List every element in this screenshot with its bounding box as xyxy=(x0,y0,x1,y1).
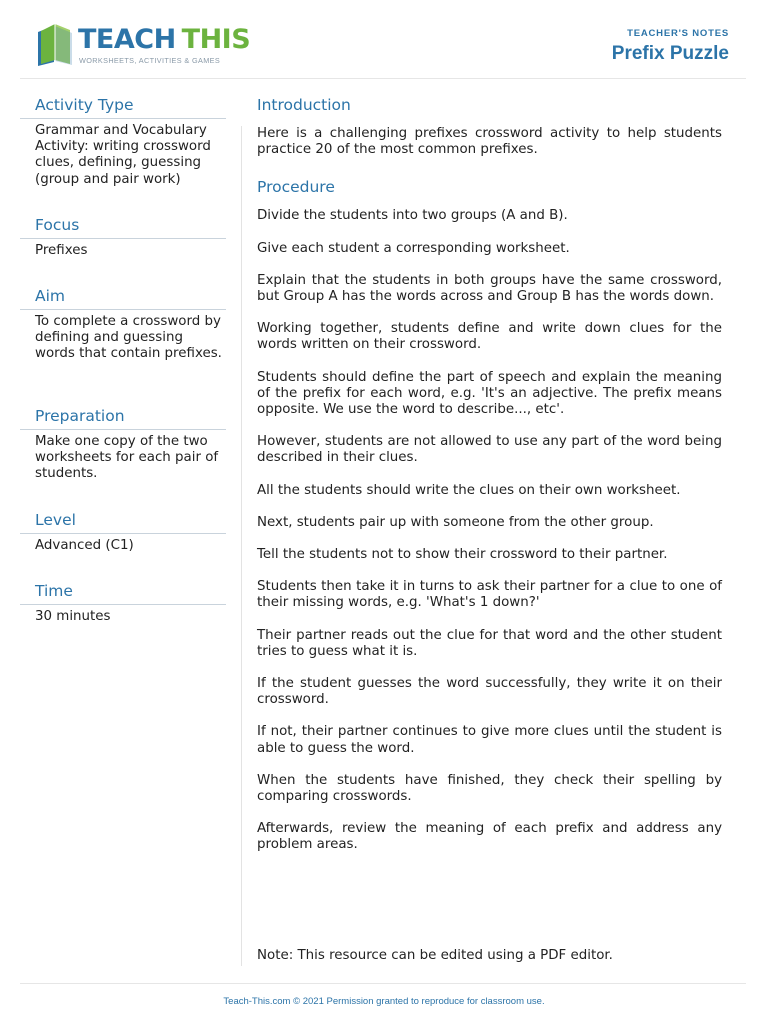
logo-word-this: THIS xyxy=(181,24,251,55)
teachers-notes-label: TEACHER'S NOTES xyxy=(627,28,729,39)
procedure-step: All the students should write the clues on their own worksheet. xyxy=(257,482,681,498)
procedure-step: If the student guesses the word successfully, they write it on their crossword. xyxy=(257,676,722,708)
sidebar-heading: Preparation xyxy=(20,403,226,430)
copyright-footer[interactable]: Teach-This.com © 2021 Permission granted to reproduce for classroom use. xyxy=(223,996,545,1007)
column-divider xyxy=(241,126,242,966)
sidebar-section-focus xyxy=(20,212,226,283)
sidebar-heading: Activity Type xyxy=(20,92,226,119)
procedure-step: Their partner reads out the clue for that word and the other student tries to guess what it is. xyxy=(257,627,722,659)
procedure-step: Give each student a corresponding worksheet. xyxy=(257,240,570,256)
procedure-step: Tell the students not to show their crossword to their partner. xyxy=(257,547,668,563)
procedure-step: Next, students pair up with someone from the other group. xyxy=(257,514,654,530)
sidebar xyxy=(20,92,226,649)
procedure-step: When the students have finished, they check their spelling by comparing crosswords. xyxy=(257,772,722,805)
procedure-step: Working together, students define and write down clues for the words written on their crossword. xyxy=(257,321,722,353)
sidebar-text: Prefixes xyxy=(35,243,88,258)
sidebar-heading: Focus xyxy=(20,212,226,239)
procedure-step: If not, their partner continues to give more clues until the student is able to guess the word. xyxy=(257,724,722,756)
open-book-icon xyxy=(36,22,74,66)
sidebar-text: Grammar and Vocabulary Activity: writing crossword clues, defining, guessing (group and pair work) xyxy=(35,123,211,187)
procedure-heading: Procedure xyxy=(257,178,335,197)
pdf-editor-note: Note: This resource can be edited using a PDF editor. xyxy=(257,948,613,963)
sidebar-heading: Aim xyxy=(20,283,226,310)
logo-word-teach: TEACH xyxy=(78,24,176,55)
sidebar-text: Make one copy of the two worksheets for each pair of students. xyxy=(35,434,219,482)
procedure-step: Afterwards, review the meaning of each prefix and address any problem areas. xyxy=(257,821,722,853)
procedure-steps xyxy=(257,208,722,853)
sidebar-section-preparation xyxy=(20,403,226,507)
logo-tagline: WORKSHEETS, ACTIVITIES & GAMES xyxy=(79,56,221,65)
sidebar-heading: Level xyxy=(20,507,226,534)
procedure-step: Students should define the part of speech and explain the meaning of the prefix for each word, e.g. 'It's an adjective. The prefix means opposite. We use the word to describe..., etc'. xyxy=(257,369,722,418)
sidebar-section-time xyxy=(20,578,226,649)
introduction-heading: Introduction xyxy=(257,96,351,114)
sidebar-section-activity-type xyxy=(20,92,226,212)
page-title: Prefix Puzzle xyxy=(611,43,729,64)
sidebar-section-aim xyxy=(20,283,226,403)
sidebar-text: Advanced (C1) xyxy=(35,538,134,553)
sidebar-section-level xyxy=(20,507,226,578)
procedure-step: Explain that the students in both groups have the same crossword, but Group A has the words across and Group B has the words down. xyxy=(257,272,722,305)
sidebar-text: To complete a crossword by defining and guessing words that contain prefixes. xyxy=(35,314,222,362)
header-divider xyxy=(20,78,746,79)
procedure-step: However, students are not allowed to use any part of the word being described in their clues. xyxy=(257,434,722,466)
sidebar-heading: Time xyxy=(20,578,226,605)
teach-this-logo[interactable] xyxy=(36,22,251,70)
page-header xyxy=(0,0,768,78)
sidebar-text: 30 minutes xyxy=(35,609,111,624)
introduction-text: Here is a challenging prefixes crossword activity to help students practice 20 of the most common prefixes. xyxy=(257,126,722,158)
main-content xyxy=(257,92,722,870)
procedure-step: Students then take it in turns to ask their partner for a clue to one of their missing words, e.g. 'What's 1 down?' xyxy=(257,579,722,611)
footer-divider xyxy=(20,983,746,984)
procedure-step: Divide the students into two groups (A and B). xyxy=(257,208,568,224)
logo-wordmark xyxy=(78,24,250,56)
